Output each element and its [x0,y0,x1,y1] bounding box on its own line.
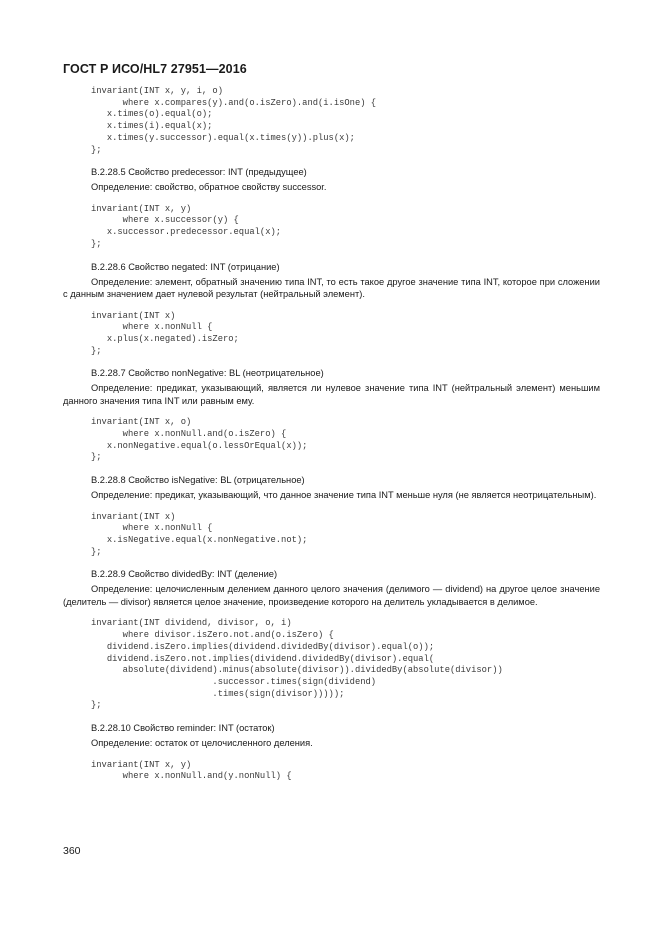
section-heading: B.2.28.8 Свойство isNegative: BL (отрицательное) [91,475,305,486]
document-header: ГОСТ Р ИСО/HL7 27951—2016 [63,62,247,76]
page-content [63,86,600,783]
section-heading: B.2.28.9 Свойство dividedBy: INT (деление) [91,569,278,580]
code-block: invariant(INT x) where x.nonNull { x.isNegative.equal(x.nonNegative.not); }; [91,511,308,557]
code-block: invariant(INT dividend, divisor, o, i) where divisor.isZero.not.and(o.isZero) { dividend.isZero.implies(dividend.dividedBy(divisor).equal(o)); dividend.isZero.not.implies(dividend.dividedBy(divisor).equal( absolute(dividend).minus(absolute(divisor)).dividedBy(absolute(divisor)) .successor.times(sign(dividend) .times(sign(divisor))))); }; [91,618,503,711]
code-block: invariant(INT x) where x.nonNull { x.plus(x.negated).isZero; }; [91,310,239,356]
section-heading: B.2.28.6 Свойство negated: INT (отрицание) [91,261,280,272]
section-heading: B.2.28.5 Свойство predecessor: INT (предыдущее) [91,167,307,178]
definition-text: Определение: целочисленным делением данного целого значения (делимого — dividend) на другое целое значение (делитель — divisor) является целое значение, произведение которого на делитель укладывается в делимое. [63,584,600,607]
definition-text: Определение: предикат, указывающий, что данное значение типа INT меньше нуля (не является неотрицательным). [91,490,597,501]
code-block: invariant(INT x, y) where x.successor(y) { x.successor.predecessor.equal(x); }; [91,203,282,249]
code-block: invariant(INT x, o) where x.nonNull.and(o.isZero) { x.nonNegative.equal(o.lessOrEqual(x)); }; [91,417,308,463]
page-number: 360 [63,845,81,857]
section-heading: B.2.28.7 Свойство nonNegative: BL (неотрицательное) [91,368,324,379]
definition-text: Определение: элемент, обратный значению типа INT, то есть такое другое значение типа INT, которое при сложении с данным значением дает нулевой результат (нейтральный элемент). [63,276,600,300]
definition-text: Определение: предикат, указывающий, является ли нулевое значение типа INT (нейтральный элемент) меньшим данного значения типа INT или равным ему. [63,383,600,406]
code-block: invariant(INT x, y) where x.nonNull.and(y.nonNull) { [91,759,292,782]
section-heading: B.2.28.10 Свойство reminder: INT (остаток) [91,723,275,734]
code-block: invariant(INT x, y, i, o) where x.compares(y).and(o.isZero).and(i.isOne) { x.times(o).equal(o); x.times(i).equal(x); x.times(y.successor).equal(x.times(y)).plus(x); }; [91,86,377,155]
definition-text: Определение: остаток от целочисленного деления. [91,738,313,749]
definition-text: Определение: свойство, обратное свойству successor. [91,182,327,193]
